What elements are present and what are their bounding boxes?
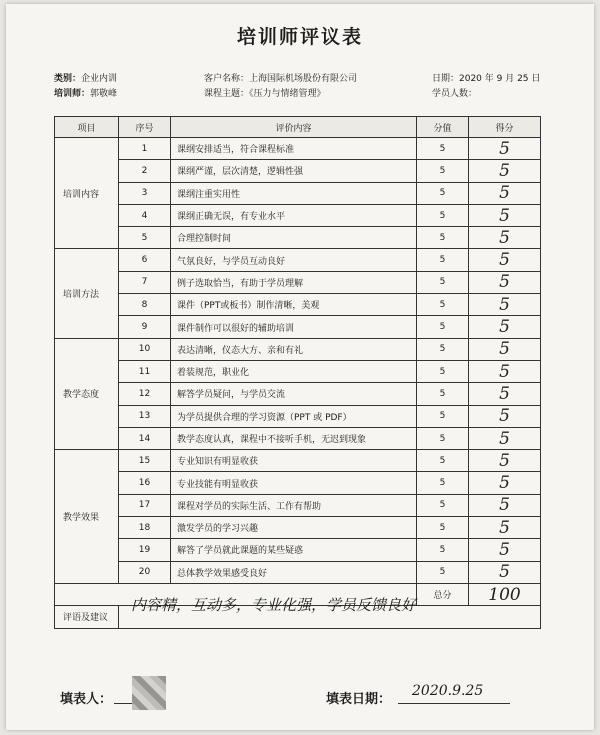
row-value: 5: [417, 294, 469, 316]
row-value: 5: [417, 204, 469, 226]
category-cell: 教学态度: [55, 338, 119, 449]
row-value: 5: [417, 271, 469, 293]
row-content: 气氛良好，与学员互动良好: [171, 249, 417, 271]
row-number: 10: [119, 338, 171, 360]
students-field: 学员人数：: [432, 89, 478, 99]
table-row: [55, 338, 541, 360]
row-score: 5: [469, 160, 541, 182]
row-content: 教学态度认真，课程中不接听手机，无迟到现象: [171, 427, 417, 449]
row-content: 课件（PPT或板书）制作清晰，美观: [171, 294, 417, 316]
row-score: 5: [469, 249, 541, 271]
row-content: 总体教学效果感受良好: [171, 561, 417, 583]
row-content: 解答学员疑问，与学员交流: [171, 383, 417, 405]
row-value: 5: [417, 472, 469, 494]
table-row: [55, 160, 541, 182]
table-header-row: [55, 117, 541, 138]
row-score: 5: [469, 517, 541, 539]
total-score: 100: [469, 583, 541, 605]
row-number: 15: [119, 450, 171, 472]
table-row: [55, 427, 541, 449]
row-value: 5: [417, 539, 469, 561]
table-row: [55, 383, 541, 405]
row-value: 5: [417, 561, 469, 583]
header-content: 评价内容: [171, 117, 417, 138]
table-row: [55, 271, 541, 293]
row-number: 18: [119, 517, 171, 539]
header-value: 分值: [417, 117, 469, 138]
table-row: [55, 405, 541, 427]
row-score: 5: [469, 294, 541, 316]
client-value: 上海国际机场股份有限公司: [249, 74, 358, 84]
table-row: [55, 294, 541, 316]
row-number: 2: [119, 160, 171, 182]
table-row: [55, 227, 541, 249]
row-score: 5: [469, 316, 541, 338]
row-content: 课件制作可以很好的辅助培训: [171, 316, 417, 338]
total-label: 总分: [417, 583, 469, 605]
trainer-value: 郭敬峰: [90, 89, 118, 99]
table-row: [55, 316, 541, 338]
row-content: 专业技能有明显收获: [171, 472, 417, 494]
row-value: 5: [417, 450, 469, 472]
row-score: 5: [469, 450, 541, 472]
row-content: 着装规范，职业化: [171, 360, 417, 382]
row-number: 20: [119, 561, 171, 583]
table-row: [55, 494, 541, 516]
row-score: 5: [469, 182, 541, 204]
category-cell: 教学效果: [55, 450, 119, 584]
row-score: 5: [469, 472, 541, 494]
row-number: 19: [119, 539, 171, 561]
row-score: 5: [469, 383, 541, 405]
row-content: 专业知识有明显收获: [171, 450, 417, 472]
client-field: [204, 71, 357, 84]
table-row: [55, 360, 541, 382]
table-row: [55, 517, 541, 539]
client-label: 客户名称：: [204, 74, 250, 84]
row-content: 课纲安排适当，符合课程标准: [171, 138, 417, 160]
row-value: 5: [417, 138, 469, 160]
row-value: 5: [417, 517, 469, 539]
row-content: 课纲正确无误，有专业水平: [171, 204, 417, 226]
row-score: 5: [469, 494, 541, 516]
table-row: [55, 138, 541, 160]
row-content: 为学员提供合理的学习资源（PPT 或 PDF）: [171, 405, 417, 427]
row-content: 合理控制时间: [171, 227, 417, 249]
row-number: 16: [119, 472, 171, 494]
row-value: 5: [417, 316, 469, 338]
row-value: 5: [417, 427, 469, 449]
table-row: [55, 561, 541, 583]
table-row: [55, 182, 541, 204]
row-number: 9: [119, 316, 171, 338]
row-score: 5: [469, 427, 541, 449]
row-score: 5: [469, 204, 541, 226]
fill-date-underline: [398, 703, 510, 704]
category-label: 类别：: [54, 74, 82, 84]
comment-label: 评语及建议: [55, 606, 119, 628]
row-value: 5: [417, 182, 469, 204]
header-number: 序号: [119, 117, 171, 138]
comment-text: 内容精，互动多，专业化强，学员反馈良好: [131, 596, 417, 615]
header-score: 得分: [469, 117, 541, 138]
row-content: 课纲注重实用性: [171, 182, 417, 204]
row-number: 7: [119, 271, 171, 293]
category-cell: 培训内容: [55, 138, 119, 249]
row-content: 课纲严谨，层次清楚，逻辑性强: [171, 160, 417, 182]
row-value: 5: [417, 360, 469, 382]
category-field: [54, 71, 117, 84]
fill-date-value: 2020.9.25: [412, 683, 484, 699]
row-number: 12: [119, 383, 171, 405]
row-number: 6: [119, 249, 171, 271]
table-row: [55, 204, 541, 226]
row-number: 1: [119, 138, 171, 160]
topic-value: 《压力与情绪管理》: [249, 89, 326, 99]
row-content: 课程对学员的实际生活、工作有帮助: [171, 494, 417, 516]
row-number: 14: [119, 427, 171, 449]
trainer-label: 培训师：: [54, 89, 91, 99]
table-row: [55, 539, 541, 561]
comment-row: [55, 606, 541, 628]
row-value: 5: [417, 227, 469, 249]
row-value: 5: [417, 249, 469, 271]
row-number: 11: [119, 360, 171, 382]
page-title: 培训师评议表: [236, 26, 363, 48]
row-number: 4: [119, 204, 171, 226]
row-number: 3: [119, 182, 171, 204]
row-score: 5: [469, 338, 541, 360]
row-number: 17: [119, 494, 171, 516]
filler-label: 填表人：: [60, 692, 113, 707]
table-row: [55, 472, 541, 494]
header-category: 项目: [55, 117, 119, 138]
row-content: 激发学员的学习兴趣: [171, 517, 417, 539]
row-value: 5: [417, 494, 469, 516]
row-score: 5: [469, 227, 541, 249]
row-score: 5: [469, 138, 541, 160]
category-value: 企业内训: [81, 74, 118, 84]
row-number: 5: [119, 227, 171, 249]
topic-field: [204, 86, 326, 99]
row-content: 例子选取恰当，有助于学员理解: [171, 271, 417, 293]
fill-date-label: 填表日期：: [326, 692, 392, 707]
row-value: 5: [417, 383, 469, 405]
row-number: 8: [119, 294, 171, 316]
topic-label: 课程主题：: [204, 89, 250, 99]
row-value: 5: [417, 160, 469, 182]
trainer-field: [54, 86, 117, 99]
table-row: [55, 249, 541, 271]
row-score: 5: [469, 561, 541, 583]
row-score: 5: [469, 271, 541, 293]
table-row: [55, 450, 541, 472]
date-field: 日期：2020 年 9 月 25 日: [432, 74, 541, 84]
filler-underline: [114, 703, 134, 704]
evaluation-table: [54, 116, 541, 629]
redacted-signature: [132, 676, 166, 710]
category-cell: 培训方法: [55, 249, 119, 338]
row-number: 13: [119, 405, 171, 427]
row-value: 5: [417, 405, 469, 427]
row-score: 5: [469, 405, 541, 427]
row-content: 解答了学员就此课题的某些疑惑: [171, 539, 417, 561]
row-score: 5: [469, 539, 541, 561]
row-score: 5: [469, 360, 541, 382]
row-value: 5: [417, 338, 469, 360]
row-content: 表达清晰，仪态大方、亲和有礼: [171, 338, 417, 360]
